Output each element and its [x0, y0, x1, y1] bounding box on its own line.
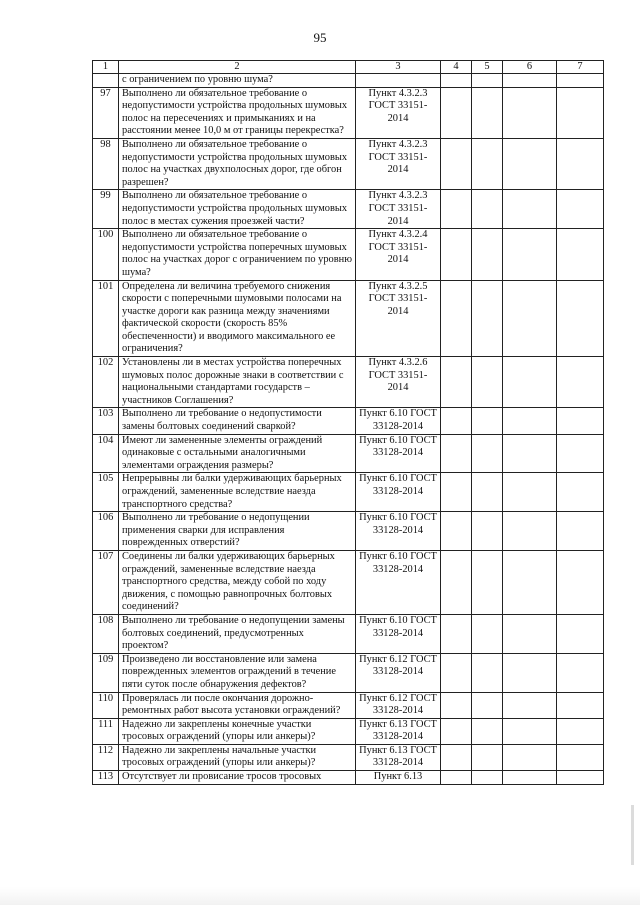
answer-cell-7	[557, 744, 604, 770]
answer-cell-5	[472, 614, 503, 653]
standard-reference: Пункт 6.12 ГОСТ 33128-2014	[356, 692, 441, 718]
standard-reference: Пункт 6.10 ГОСТ 33128-2014	[356, 408, 441, 434]
answer-cell-6	[503, 771, 557, 785]
row-number: 101	[93, 280, 119, 357]
answer-cell-4	[441, 744, 472, 770]
margin-mark	[631, 805, 634, 865]
standard-reference: Пункт 6.10 ГОСТ 33128-2014	[356, 473, 441, 512]
question-text: Надежно ли закреплены конечные участки тросовых ограждений (упоры или анкеры)?	[119, 718, 356, 744]
answer-cell-7	[557, 614, 604, 653]
row-number: 99	[93, 190, 119, 229]
question-text: Отсутствует ли провисание тросов тросовых	[119, 771, 356, 785]
table-row	[93, 692, 604, 718]
table-row	[93, 74, 604, 88]
column-header: 1	[93, 61, 119, 74]
answer-cell-6	[503, 408, 557, 434]
standard-reference: Пункт 6.10 ГОСТ 33128-2014	[356, 512, 441, 551]
page-number: 95	[313, 30, 327, 45]
answer-cell-7	[557, 74, 604, 88]
answer-cell-7	[557, 473, 604, 512]
answer-cell-7	[557, 692, 604, 718]
header-row	[93, 61, 604, 74]
answer-cell-6	[503, 718, 557, 744]
answer-cell-7	[557, 653, 604, 692]
table-row	[93, 653, 604, 692]
answer-cell-5	[472, 744, 503, 770]
answer-cell-7	[557, 771, 604, 785]
standard-reference: Пункт 4.3.2.4 ГОСТ 33151-2014	[356, 229, 441, 280]
answer-cell-5	[472, 280, 503, 357]
answer-cell-7	[557, 138, 604, 189]
answer-cell-6	[503, 434, 557, 473]
standard-reference: Пункт 6.13	[356, 771, 441, 785]
row-number: 98	[93, 138, 119, 189]
question-text: Выполнено ли обязательное требование о недопустимости устройства продольных шумовых полос на пересечениях и примыканиях и на расстоянии менее 10,0 м от границы перекрестка?	[119, 87, 356, 138]
answer-cell-4	[441, 434, 472, 473]
question-text: Установлены ли в местах устройства поперечных шумовых полос дорожные знаки в соответствии с национальными стандартами государств – участников Соглашения?	[119, 357, 356, 408]
answer-cell-7	[557, 190, 604, 229]
standard-reference: Пункт 6.10 ГОСТ 33128-2014	[356, 614, 441, 653]
answer-cell-4	[441, 229, 472, 280]
question-text: Выполнено ли обязательное требование о недопустимости устройства продольных шумовых полос в местах сужения проезжей части?	[119, 190, 356, 229]
answer-cell-5	[472, 692, 503, 718]
answer-cell-4	[441, 771, 472, 785]
table-row	[93, 550, 604, 614]
table-row	[93, 473, 604, 512]
standard-reference: Пункт 4.3.2.5 ГОСТ 33151-2014	[356, 280, 441, 357]
table-row	[93, 280, 604, 357]
row-number: 100	[93, 229, 119, 280]
column-header: 2	[119, 61, 356, 74]
standard-reference: Пункт 4.3.2.3 ГОСТ 33151-2014	[356, 138, 441, 189]
answer-cell-4	[441, 138, 472, 189]
answer-cell-7	[557, 229, 604, 280]
table-row	[93, 87, 604, 138]
table-row	[93, 434, 604, 473]
answer-cell-4	[441, 550, 472, 614]
question-text: Выполнено ли требование о недопущении замены болтовых соединений, предусмотренных проектом?	[119, 614, 356, 653]
answer-cell-5	[472, 653, 503, 692]
question-text: Выполнено ли требование о недопустимости замены болтовых соединений сваркой?	[119, 408, 356, 434]
answer-cell-6	[503, 653, 557, 692]
answer-cell-5	[472, 473, 503, 512]
question-text: Определена ли величина требуемого снижения скорости с поперечными шумовыми полосами на участке дороги как разница между значениями фактической скорости (скорость 85% обеспеченности) и вводимого максимального ее ограничения?	[119, 280, 356, 357]
row-number: 104	[93, 434, 119, 473]
standard-reference: Пункт 6.13 ГОСТ 33128-2014	[356, 744, 441, 770]
row-number: 112	[93, 744, 119, 770]
answer-cell-4	[441, 512, 472, 551]
column-header: 6	[503, 61, 557, 74]
answer-cell-7	[557, 408, 604, 434]
answer-cell-5	[472, 190, 503, 229]
answer-cell-4	[441, 653, 472, 692]
checklist-table	[92, 60, 604, 785]
standard-reference: Пункт 4.3.2.3 ГОСТ 33151-2014	[356, 190, 441, 229]
table-row	[93, 718, 604, 744]
answer-cell-5	[472, 771, 503, 785]
answer-cell-7	[557, 512, 604, 551]
question-text: Произведено ли восстановление или замена поврежденных элементов ограждений в течение пяти суток после обнаружения дефектов?	[119, 653, 356, 692]
table-row	[93, 408, 604, 434]
table-row	[93, 744, 604, 770]
answer-cell-6	[503, 87, 557, 138]
answer-cell-6	[503, 744, 557, 770]
answer-cell-7	[557, 280, 604, 357]
standard-reference: Пункт 4.3.2.6 ГОСТ 33151-2014	[356, 357, 441, 408]
answer-cell-5	[472, 550, 503, 614]
table-row	[93, 138, 604, 189]
row-number: 102	[93, 357, 119, 408]
answer-cell-6	[503, 550, 557, 614]
answer-cell-5	[472, 74, 503, 88]
standard-reference: Пункт 6.12 ГОСТ 33128-2014	[356, 653, 441, 692]
row-number: 113	[93, 771, 119, 785]
row-number: 105	[93, 473, 119, 512]
table-row	[93, 512, 604, 551]
answer-cell-7	[557, 87, 604, 138]
answer-cell-7	[557, 357, 604, 408]
answer-cell-6	[503, 512, 557, 551]
column-header: 5	[472, 61, 503, 74]
table-row	[93, 229, 604, 280]
row-number	[93, 74, 119, 88]
question-text: Выполнено ли требование о недопущении применения сварки для исправления поврежденных отверстий?	[119, 512, 356, 551]
answer-cell-5	[472, 229, 503, 280]
answer-cell-4	[441, 280, 472, 357]
row-number: 97	[93, 87, 119, 138]
answer-cell-6	[503, 280, 557, 357]
answer-cell-4	[441, 614, 472, 653]
answer-cell-4	[441, 357, 472, 408]
row-number: 111	[93, 718, 119, 744]
answer-cell-5	[472, 718, 503, 744]
answer-cell-4	[441, 408, 472, 434]
answer-cell-6	[503, 190, 557, 229]
answer-cell-4	[441, 473, 472, 512]
answer-cell-5	[472, 87, 503, 138]
question-text: Непрерывны ли балки удерживающих барьерных ограждений, замененные вследствие наезда транспортного средства?	[119, 473, 356, 512]
table-row	[93, 357, 604, 408]
answer-cell-6	[503, 473, 557, 512]
answer-cell-4	[441, 692, 472, 718]
column-header: 3	[356, 61, 441, 74]
question-text: Надежно ли закреплены начальные участки тросовых ограждений (упоры или анкеры)?	[119, 744, 356, 770]
question-text: Проверялась ли после окончания дорожно-ремонтных работ высота установки ограждений?	[119, 692, 356, 718]
answer-cell-4	[441, 190, 472, 229]
standard-reference: Пункт 6.10 ГОСТ 33128-2014	[356, 434, 441, 473]
table-row	[93, 190, 604, 229]
standard-reference	[356, 74, 441, 88]
answer-cell-5	[472, 357, 503, 408]
answer-cell-7	[557, 718, 604, 744]
question-text: Выполнено ли обязательное требование о недопустимости устройства поперечных шумовых полос на участках дорог с ограничением по уровню шума?	[119, 229, 356, 280]
row-number: 108	[93, 614, 119, 653]
column-header: 4	[441, 61, 472, 74]
answer-cell-4	[441, 718, 472, 744]
row-number: 106	[93, 512, 119, 551]
row-number: 109	[93, 653, 119, 692]
question-text: с ограничением по уровню шума?	[119, 74, 356, 88]
table-row	[93, 771, 604, 785]
answer-cell-6	[503, 614, 557, 653]
question-text: Выполнено ли обязательное требование о недопустимости устройства продольных шумовых полос на участках двухполосных дорог, где обгон разрешен?	[119, 138, 356, 189]
answer-cell-7	[557, 434, 604, 473]
row-number: 110	[93, 692, 119, 718]
answer-cell-6	[503, 357, 557, 408]
answer-cell-4	[441, 87, 472, 138]
standard-reference: Пункт 6.10 ГОСТ 33128-2014	[356, 550, 441, 614]
answer-cell-6	[503, 692, 557, 718]
answer-cell-6	[503, 229, 557, 280]
answer-cell-5	[472, 512, 503, 551]
answer-cell-6	[503, 138, 557, 189]
column-header: 7	[557, 61, 604, 74]
answer-cell-5	[472, 434, 503, 473]
standard-reference: Пункт 4.3.2.3 ГОСТ 33151-2014	[356, 87, 441, 138]
standard-reference: Пункт 6.13 ГОСТ 33128-2014	[356, 718, 441, 744]
answer-cell-6	[503, 74, 557, 88]
question-text: Соединены ли балки удерживающих барьерных ограждений, замененные вследствие наезда транспортного средства, между собой по ходу движения, с помощью равнопрочных болтовых соединений?	[119, 550, 356, 614]
row-number: 107	[93, 550, 119, 614]
answer-cell-4	[441, 74, 472, 88]
row-number: 103	[93, 408, 119, 434]
question-text: Имеют ли замененные элементы ограждений одинаковые с остальными аналогичными элементами ограждения размеры?	[119, 434, 356, 473]
table-row	[93, 614, 604, 653]
answer-cell-5	[472, 408, 503, 434]
page-bottom-edge	[0, 887, 640, 905]
answer-cell-5	[472, 138, 503, 189]
answer-cell-7	[557, 550, 604, 614]
